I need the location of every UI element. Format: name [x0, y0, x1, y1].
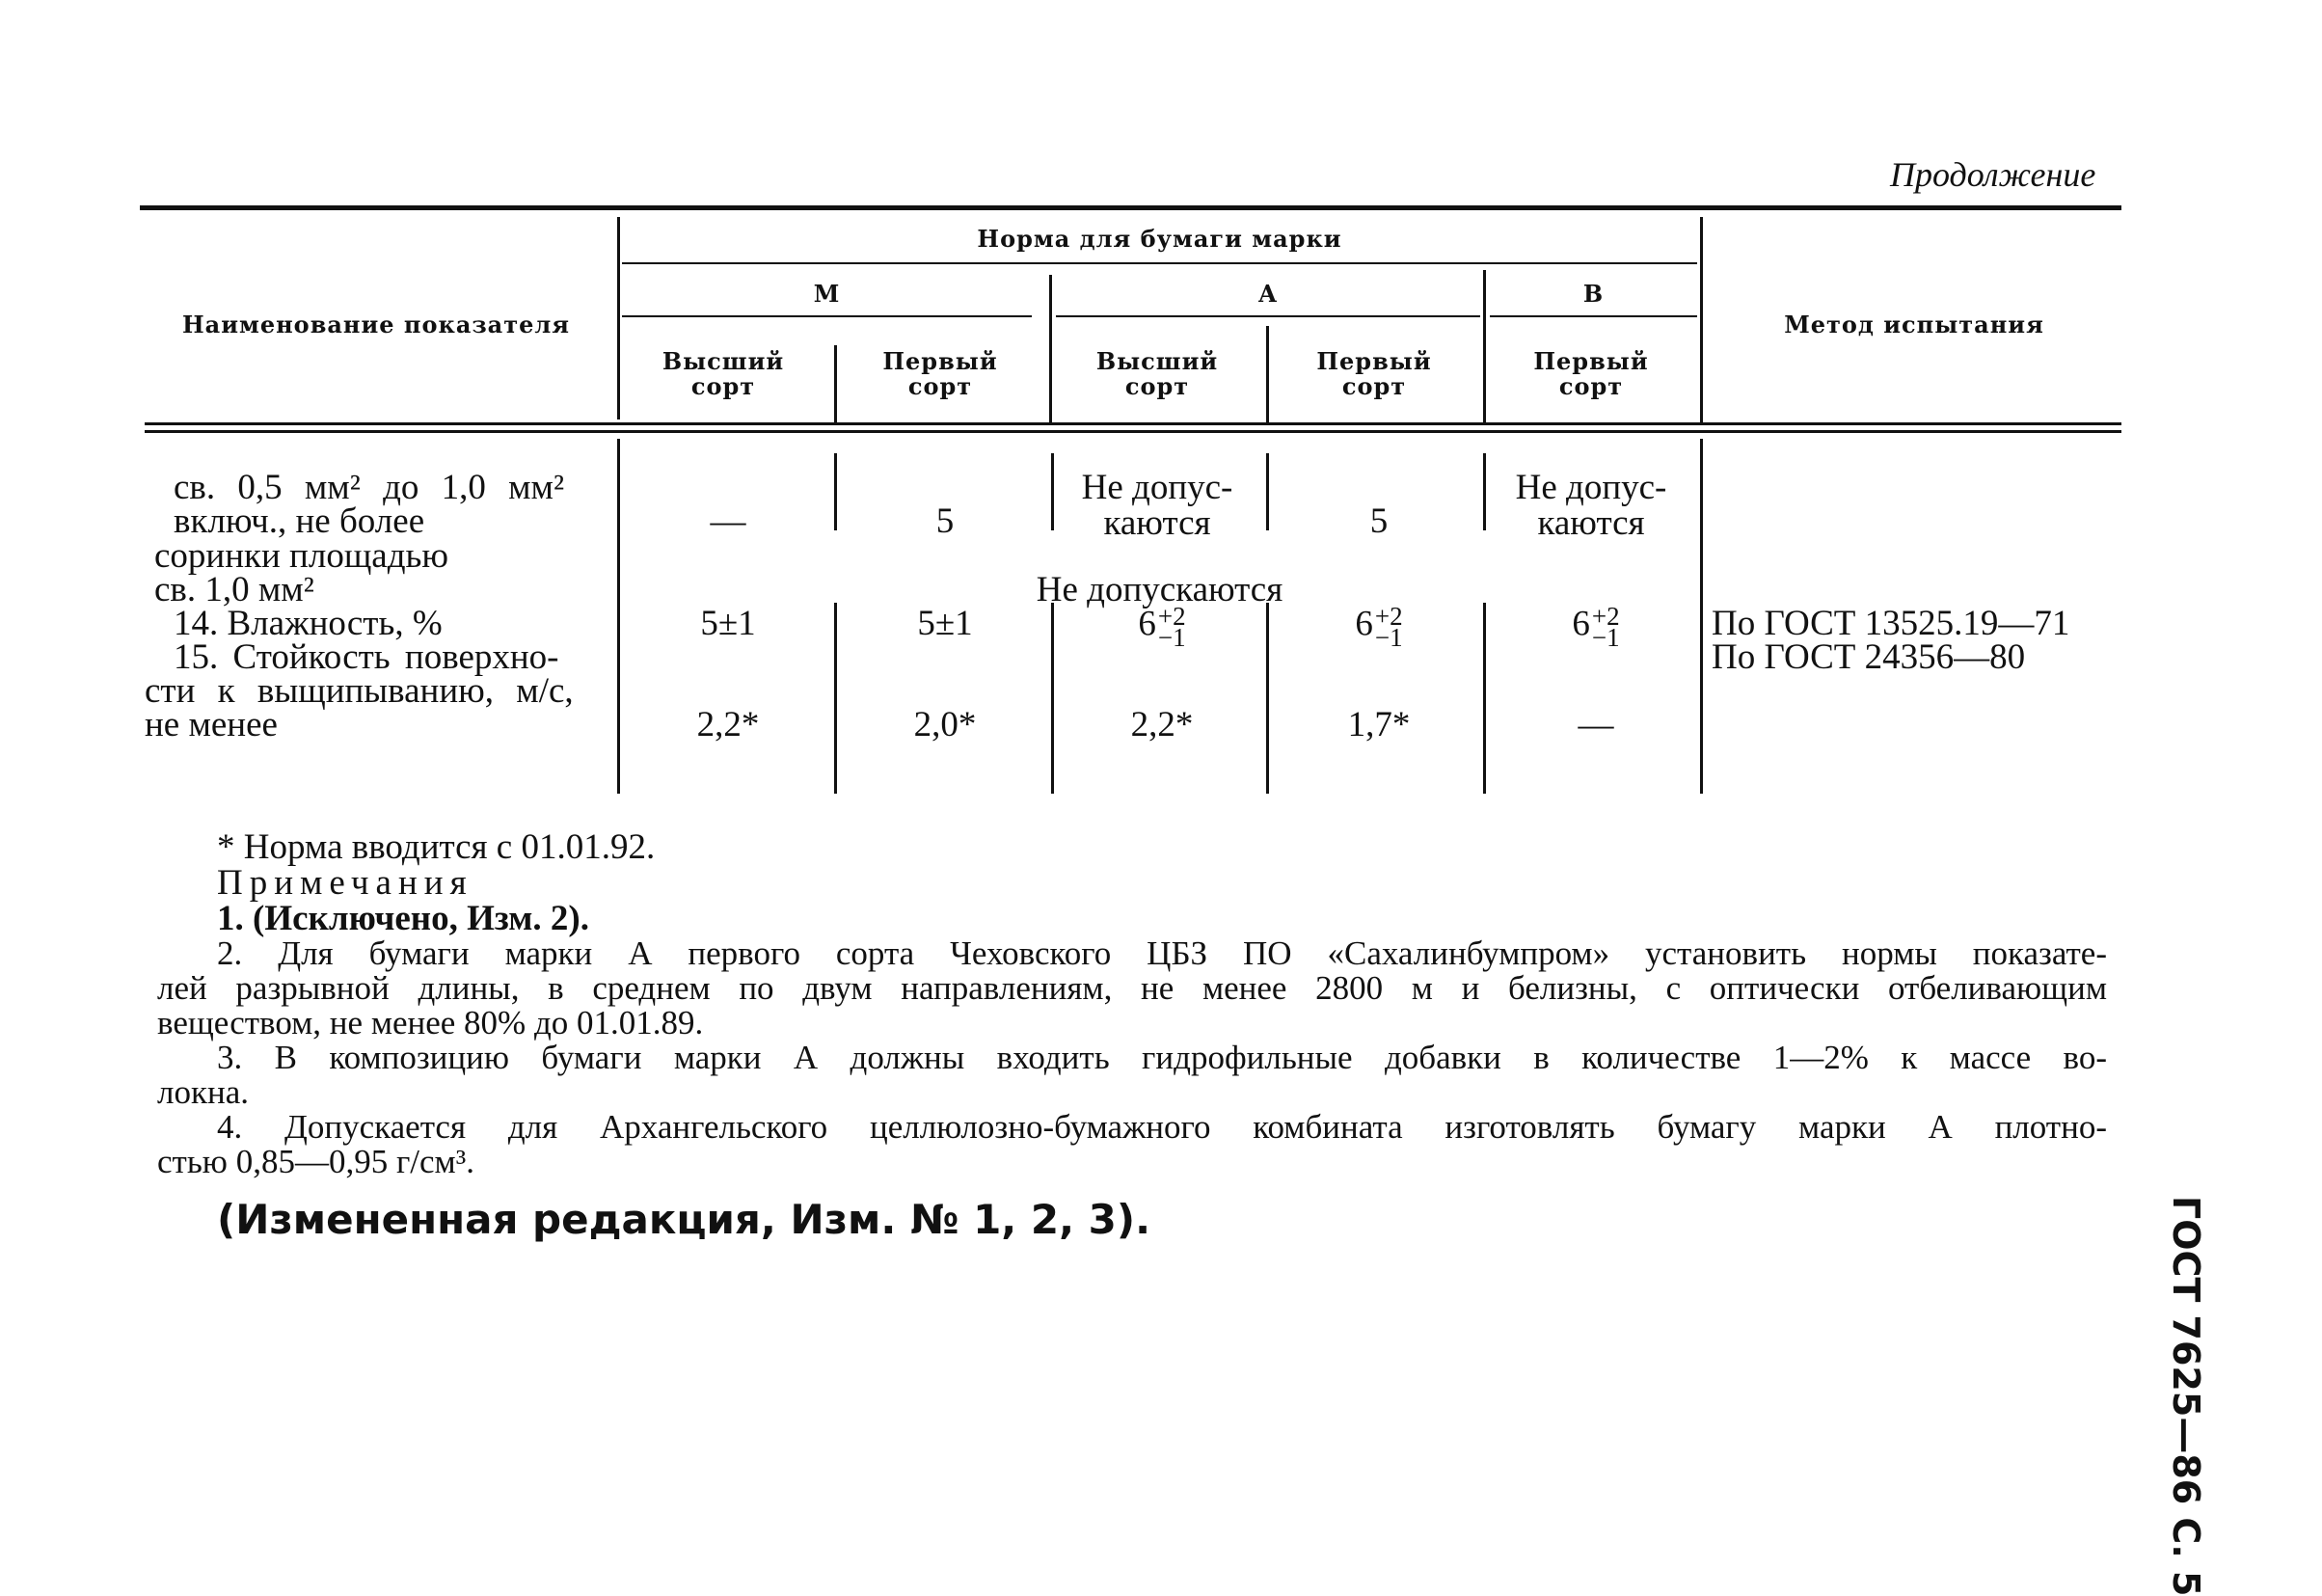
row2-name-line2: св. 1,0 мм²: [154, 570, 314, 609]
tol-plus: +2: [1157, 602, 1186, 631]
revision-note: (Измененная редакция, Изм. № 1, 2, 3).: [217, 1196, 1151, 1243]
row1-a-high: Не допус- каются: [1081, 468, 1233, 543]
row3-method: По ГОСТ 13525.19—71: [1712, 604, 2070, 643]
row2-name-line1: соринки площадью: [154, 536, 449, 576]
header-method-column: Метод испытания: [1784, 311, 2044, 338]
row4-m-first: 2,0*: [913, 705, 977, 744]
row1-name-line1: св. 0,5 мм² до 1,0 мм²: [174, 468, 565, 507]
header-sort-m-first: Первый сорт: [882, 347, 998, 400]
note-3-line1: 3. В композицию бумаги марки А должны входить гидрофильные добавки в количестве 1—2% к массе во-: [217, 1039, 2107, 1076]
grade-row-rule: [622, 262, 1697, 264]
row4-name-line2: сти к выщипыванию, м/с,: [145, 671, 574, 711]
sort-row-rule-a: [1056, 315, 1480, 317]
row4-b-first: —: [1578, 705, 1614, 744]
note-1: 1. (Исключено, Изм. 2).: [217, 899, 589, 938]
row3-a-high-tolerance: [1157, 602, 1186, 652]
row1-m-high: —: [710, 501, 746, 541]
row3-b-first-tolerance: [1591, 602, 1620, 652]
note-4-line2: стью 0,85—0,95 г/см³.: [157, 1143, 474, 1180]
row4-name-line1: 15. Стойкость поверхно-: [174, 637, 559, 677]
tol-minus: −1: [1374, 623, 1403, 652]
row3-m-first: 5±1: [917, 604, 973, 643]
row3-a-first: [1307, 602, 1451, 652]
body-divider-ma-r3: [1051, 603, 1054, 794]
header-norm-group: Норма для бумаги марки: [977, 225, 1342, 253]
note-2-line1: 2. Для бумаги марки А первого сорта Чеховского ЦБЗ ПО «Сахалинбумпром» установить нормы показате-: [217, 934, 2107, 972]
row3-a-first-tolerance: [1374, 602, 1403, 652]
note-4-line1: 4. Допускается для Архангельского целлюлозно-бумажного комбината изготовлять бумагу марки А плотно-: [217, 1108, 2107, 1146]
row1-name-line2: включ., не более: [174, 501, 425, 541]
continuation-label: Продолжение: [1890, 155, 2096, 194]
note-2-line3: веществом, не менее 80% до 01.01.89.: [157, 1004, 704, 1041]
sort-row-rule-m: [622, 315, 1032, 317]
header-grade-m: М: [813, 280, 841, 308]
header-bottom-rule-2: [145, 430, 2121, 433]
row4-a-high: 2,2*: [1130, 705, 1194, 744]
row3-b-first-base: 6: [1572, 604, 1590, 644]
row3-m-high: 5±1: [700, 604, 756, 643]
body-divider-ab-r3: [1483, 603, 1486, 794]
body-divider-a-r3: [1266, 603, 1269, 794]
side-page-label: ГОСТ 7625—86 С. 5: [2165, 1196, 2207, 1596]
row3-a-high: [1090, 602, 1234, 652]
header-divider-grade-ab: [1483, 270, 1486, 422]
header-bottom-rule: [145, 422, 2121, 425]
row3-name: 14. Влажность, %: [174, 604, 443, 643]
header-divider-a: [1266, 326, 1269, 422]
row3-a-first-base: 6: [1355, 604, 1373, 644]
tol-plus: +2: [1591, 602, 1620, 631]
row1-m-first: 5: [935, 501, 955, 541]
header-divider-method: [1700, 217, 1703, 422]
header-divider-name: [617, 217, 620, 419]
tol-minus: −1: [1591, 623, 1620, 652]
header-sort-m-high: Высший сорт: [662, 347, 785, 400]
row1-b-first: Не допус- каются: [1515, 468, 1667, 543]
header-divider-m: [834, 345, 837, 422]
row4-method: По ГОСТ 24356—80: [1712, 637, 2026, 677]
row3-a-high-base: 6: [1138, 604, 1156, 644]
table-top-rule: [140, 205, 2121, 210]
sort-row-rule-b: [1490, 315, 1697, 317]
header-divider-grade-ma: [1049, 275, 1052, 422]
body-divider-m-r3: [834, 603, 837, 794]
footnote: * Норма вводится с 01.01.92.: [217, 827, 656, 867]
header-sort-a-high: Высший сорт: [1095, 347, 1219, 400]
body-divider-m-r1: [834, 453, 837, 530]
body-divider-a-r1: [1266, 453, 1269, 530]
header-grade-a: А: [1257, 280, 1279, 308]
row4-name-line3: не менее: [145, 705, 278, 744]
body-divider-ma-r1: [1051, 453, 1054, 530]
row4-m-high: 2,2*: [696, 705, 760, 744]
note-3-line2: локна.: [157, 1073, 249, 1111]
row2-merged-value: Не допускаются: [1036, 570, 1283, 609]
header-name-column: Наименование показателя: [181, 311, 571, 338]
header-sort-a-first: Первый сорт: [1316, 347, 1432, 400]
body-divider-name: [617, 439, 620, 794]
row4-a-first: 1,7*: [1347, 705, 1411, 744]
tol-minus: −1: [1157, 623, 1186, 652]
body-divider-method: [1700, 439, 1703, 794]
row1-a-first: 5: [1369, 501, 1389, 541]
row3-b-first: [1524, 602, 1668, 652]
header-grade-b: В: [1582, 280, 1605, 308]
tol-plus: +2: [1374, 602, 1403, 631]
header-sort-b-first: Первый сорт: [1533, 347, 1649, 400]
body-divider-ab-r1: [1483, 453, 1486, 530]
note-2-line2: лей разрывной длины, в среднем по двум направлениям, не менее 2800 м и белизны, с оптически отбеливающим: [157, 969, 2107, 1007]
notes-title: Примечания: [217, 863, 473, 903]
